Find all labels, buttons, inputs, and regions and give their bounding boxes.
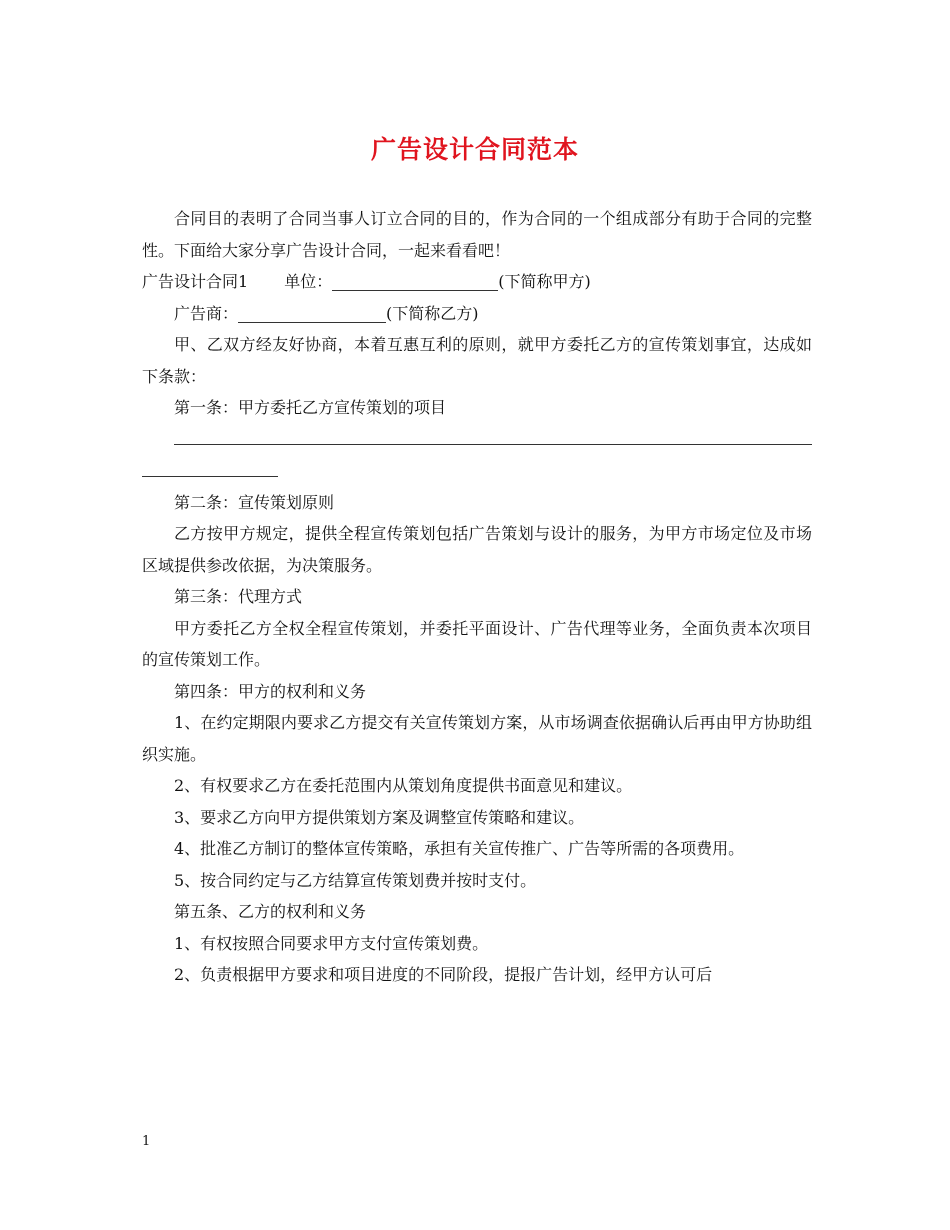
article-4-item: 5、按合同约定与乙方结算宣传策划费并按时支付。 bbox=[174, 870, 537, 890]
party-a-blank bbox=[332, 272, 498, 291]
article-2-title: 第二条：宣传策划原则 bbox=[174, 492, 335, 512]
party-b-line bbox=[142, 298, 812, 330]
party-a-line bbox=[142, 266, 812, 298]
document-title: 广告设计合同范本 bbox=[370, 135, 579, 164]
article-1-blank-line-cont bbox=[142, 455, 812, 487]
page-number: 1 bbox=[142, 1134, 151, 1149]
article-1-title: 第一条：甲方委托乙方宣传策划的项目 bbox=[174, 398, 447, 417]
intro-paragraph: 合同目的表明了合同当事人订立合同的目的，作为合同的一个组成部分有助于合同的完整性。下面给大家分享广告设计合同，一起来看看吧！ bbox=[142, 209, 812, 260]
preamble-paragraph: 甲、乙双方经友好协商，本着互惠互利的原则，就甲方委托乙方的宣传策划事宜，达成如下条款： bbox=[142, 335, 812, 386]
party-b-label: 广告商： bbox=[174, 303, 239, 323]
article-4-item: 4、批准乙方制订的整体宣传策略，承担有关宣传推广、广告等所需的各项费用。 bbox=[174, 839, 745, 858]
party-b-suffix: (下简称乙方) bbox=[386, 303, 479, 323]
article-2-body: 乙方按甲方规定，提供全程宣传策划包括广告策划与设计的服务，为甲方市场定位及市场区域提供参改依据，为决策服务。 bbox=[142, 524, 812, 575]
article-3-title: 第三条：代理方式 bbox=[174, 587, 303, 606]
party-a-label: 单位： bbox=[284, 272, 333, 291]
article-4-title: 第四条：甲方的权利和义务 bbox=[174, 681, 367, 701]
article-5-item: 2、负责根据甲方要求和项目进度的不同阶段，提报广告计划，经甲方认可后 bbox=[174, 965, 713, 984]
article-4-item: 3、要求乙方向甲方提供策划方案及调整宣传策略和建议。 bbox=[174, 807, 585, 827]
article-4-item: 1、在约定期限内要求乙方提交有关宣传策划方案，从市场调查依据确认后再由甲方协助组织实施。 bbox=[142, 713, 812, 764]
party-a-suffix: (下简称甲方) bbox=[498, 272, 591, 291]
document-body bbox=[142, 203, 812, 991]
article-5-title: 第五条、乙方的权利和义务 bbox=[174, 902, 367, 921]
article-4-item: 2、有权要求乙方在委托范围内从策划角度提供书面意见和建议。 bbox=[174, 776, 633, 795]
contract-heading: 广告设计合同1 bbox=[142, 272, 249, 291]
party-b-blank bbox=[238, 304, 386, 323]
article-3-body: 甲方委托乙方全权全程宣传策划，并委托平面设计、广告代理等业务，全面负责本次项目的宣传策划工作。 bbox=[142, 618, 812, 669]
article-1-blank-line bbox=[142, 424, 812, 456]
article-5-item: 1、有权按照合同要求甲方支付宣传策划费。 bbox=[174, 933, 489, 953]
